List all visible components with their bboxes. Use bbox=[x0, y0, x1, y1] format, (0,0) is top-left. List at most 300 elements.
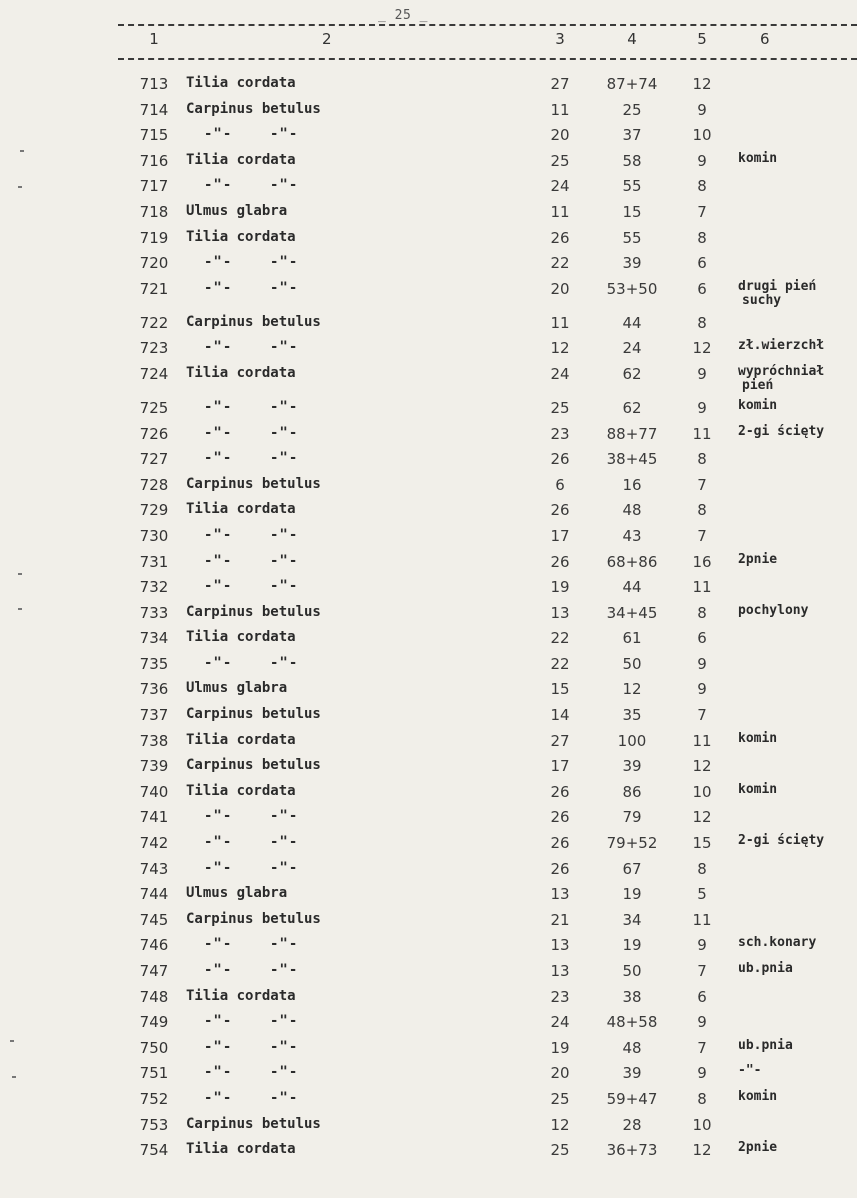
tree-number: 733 bbox=[139, 603, 169, 622]
height-value: 11 bbox=[550, 313, 570, 332]
ditto-mark-genus: -"- bbox=[204, 552, 233, 569]
tree-number: 728 bbox=[139, 475, 169, 494]
height-value: 20 bbox=[550, 1064, 570, 1083]
header-col-2: 2 bbox=[322, 30, 332, 48]
table-row bbox=[0, 575, 857, 601]
table-row bbox=[0, 123, 857, 149]
circumference-value: 28 bbox=[622, 1115, 642, 1134]
ditto-mark-genus: -"- bbox=[204, 177, 233, 194]
page-number: _ 25 _ bbox=[378, 8, 428, 23]
crown-value: 11 bbox=[692, 578, 712, 597]
crown-value: 7 bbox=[697, 202, 707, 221]
table-row bbox=[0, 1036, 857, 1062]
tree-number: 721 bbox=[139, 279, 169, 298]
ditto-mark-species: -"- bbox=[270, 398, 299, 415]
circumference-value: 15 bbox=[622, 202, 642, 221]
table-row bbox=[0, 336, 857, 362]
height-value: 22 bbox=[550, 629, 570, 648]
tree-number: 714 bbox=[139, 100, 169, 119]
ditto-mark-species: -"- bbox=[270, 834, 299, 851]
tree-number: 742 bbox=[139, 834, 169, 853]
crown-value: 12 bbox=[692, 339, 712, 358]
remark-line-1: pochylony bbox=[738, 602, 809, 618]
circumference-value: 16 bbox=[622, 475, 642, 494]
remark bbox=[738, 834, 824, 848]
tree-number: 735 bbox=[139, 654, 169, 673]
height-value: 21 bbox=[550, 910, 570, 929]
table-row bbox=[0, 447, 857, 473]
height-value: 27 bbox=[550, 75, 570, 93]
height-value: 26 bbox=[550, 808, 570, 827]
ditto-mark-genus: -"- bbox=[204, 962, 233, 978]
margin-mark bbox=[18, 573, 22, 575]
table-row bbox=[0, 396, 857, 422]
crown-value: 7 bbox=[697, 706, 707, 725]
circumference-value: 44 bbox=[622, 578, 642, 597]
table-row bbox=[0, 959, 857, 985]
crown-value: 9 bbox=[697, 680, 707, 699]
tree-number: 749 bbox=[139, 1013, 169, 1032]
circumference-value: 79 bbox=[622, 808, 642, 827]
margin-mark bbox=[18, 186, 22, 188]
tree-number: 738 bbox=[139, 731, 169, 750]
height-value: 13 bbox=[550, 603, 570, 622]
height-value: 6 bbox=[555, 475, 565, 494]
height-value: 14 bbox=[550, 706, 570, 725]
circumference-value: 79+52 bbox=[606, 834, 658, 853]
tree-number: 722 bbox=[139, 313, 169, 332]
ditto-mark-species: -"- bbox=[270, 808, 299, 825]
ditto-mark-genus: -"- bbox=[204, 526, 233, 543]
circumference-value: 53+50 bbox=[606, 279, 658, 298]
tree-number: 752 bbox=[139, 1089, 169, 1108]
circumference-value: 44 bbox=[622, 313, 642, 332]
ditto-mark-species: -"- bbox=[270, 254, 299, 271]
tree-number: 754 bbox=[139, 1141, 169, 1160]
height-value: 24 bbox=[550, 1013, 570, 1032]
tree-number: 715 bbox=[139, 126, 169, 145]
remark-line-2: pień bbox=[742, 377, 774, 393]
circumference-value: 24 bbox=[622, 339, 642, 358]
ditto-mark-species: -"- bbox=[270, 279, 299, 296]
height-value: 25 bbox=[550, 1089, 570, 1108]
header-top-rule bbox=[118, 24, 857, 26]
tree-number: 748 bbox=[139, 987, 169, 1006]
remark bbox=[738, 732, 777, 746]
crown-value: 11 bbox=[692, 424, 712, 443]
height-value: 17 bbox=[550, 526, 570, 545]
crown-value: 9 bbox=[697, 151, 707, 170]
height-value: 19 bbox=[550, 1038, 570, 1057]
margin-mark bbox=[20, 150, 24, 152]
tree-number: 753 bbox=[139, 1115, 169, 1134]
circumference-value: 43 bbox=[622, 526, 642, 545]
ditto-mark-species: -"- bbox=[270, 526, 299, 543]
height-value: 26 bbox=[550, 782, 570, 801]
circumference-value: 59+47 bbox=[606, 1089, 658, 1108]
ditto-mark-species: -"- bbox=[270, 177, 299, 194]
height-value: 25 bbox=[550, 1141, 570, 1160]
remark-line-1: drugi pień bbox=[738, 278, 817, 294]
header-col-5: 5 bbox=[697, 30, 707, 48]
crown-value: 9 bbox=[697, 398, 707, 417]
ditto-mark-genus: -"- bbox=[204, 398, 233, 415]
table-row bbox=[0, 524, 857, 550]
height-value: 26 bbox=[550, 450, 570, 469]
tree-number: 731 bbox=[139, 552, 169, 571]
tree-number: 727 bbox=[139, 450, 169, 469]
remark-line-1: 2pnie bbox=[738, 551, 778, 567]
ditto-mark-genus: -"- bbox=[204, 254, 233, 271]
tree-number: 717 bbox=[139, 177, 169, 196]
circumference-value: 39 bbox=[622, 254, 642, 273]
crown-value: 8 bbox=[697, 228, 707, 247]
circumference-value: 55 bbox=[622, 177, 642, 196]
circumference-value: 88+77 bbox=[606, 424, 658, 443]
circumference-value: 58 bbox=[622, 151, 642, 170]
tree-number: 720 bbox=[139, 254, 169, 273]
header-col-1: 1 bbox=[149, 30, 159, 48]
circumference-value: 86 bbox=[622, 782, 642, 801]
crown-value: 9 bbox=[697, 936, 707, 955]
species-name: Tilia cordata bbox=[186, 987, 296, 1004]
table-row bbox=[0, 703, 857, 729]
tree-number: 713 bbox=[139, 75, 169, 93]
crown-value: 12 bbox=[692, 757, 712, 776]
tree-number: 744 bbox=[139, 885, 169, 904]
ditto-mark-genus: -"- bbox=[204, 808, 233, 825]
crown-value: 8 bbox=[697, 859, 707, 878]
table-row bbox=[0, 226, 857, 252]
remark-line-1: sch.konary bbox=[738, 935, 817, 951]
table-row bbox=[0, 550, 857, 576]
circumference-value: 67 bbox=[622, 859, 642, 878]
remark bbox=[738, 280, 816, 308]
table-row bbox=[0, 652, 857, 678]
species-name: Tilia cordata bbox=[186, 151, 296, 168]
species-name: Tilia cordata bbox=[186, 501, 296, 518]
tree-number: 718 bbox=[139, 202, 169, 221]
height-value: 11 bbox=[550, 100, 570, 119]
remark bbox=[738, 604, 808, 618]
species-name: Tilia cordata bbox=[186, 1141, 296, 1158]
ditto-mark-species: -"- bbox=[270, 1038, 299, 1055]
tree-number: 745 bbox=[139, 910, 169, 929]
species-name: Tilia cordata bbox=[186, 782, 296, 799]
circumference-value: 38 bbox=[622, 987, 642, 1006]
circumference-value: 34 bbox=[622, 910, 642, 929]
species-name: Tilia cordata bbox=[186, 75, 296, 91]
ditto-mark-genus: -"- bbox=[204, 834, 233, 851]
tree-number: 734 bbox=[139, 629, 169, 648]
ditto-mark-genus: -"- bbox=[204, 1064, 233, 1081]
table-row bbox=[0, 1087, 857, 1113]
ditto-mark-species: -"- bbox=[270, 1064, 299, 1081]
tree-number: 750 bbox=[139, 1038, 169, 1057]
remark-line-2: suchy bbox=[742, 292, 782, 308]
height-value: 26 bbox=[550, 552, 570, 571]
height-value: 26 bbox=[550, 859, 570, 878]
tree-number: 725 bbox=[139, 398, 169, 417]
remark bbox=[738, 783, 777, 797]
remark bbox=[738, 365, 824, 393]
crown-value: 7 bbox=[697, 526, 707, 545]
tree-number: 730 bbox=[139, 526, 169, 545]
table-row bbox=[0, 422, 857, 448]
tree-number: 732 bbox=[139, 578, 169, 597]
tree-number: 726 bbox=[139, 424, 169, 443]
header-col-4: 4 bbox=[627, 30, 637, 48]
table-row bbox=[0, 362, 857, 396]
crown-value: 7 bbox=[697, 1038, 707, 1057]
remark-line-1: komin bbox=[738, 730, 778, 746]
ditto-mark-genus: -"- bbox=[204, 450, 233, 467]
tree-number: 741 bbox=[139, 808, 169, 827]
circumference-value: 62 bbox=[622, 398, 642, 417]
height-value: 17 bbox=[550, 757, 570, 776]
height-value: 25 bbox=[550, 151, 570, 170]
table-row bbox=[0, 601, 857, 627]
height-value: 13 bbox=[550, 936, 570, 955]
ditto-mark-species: -"- bbox=[270, 424, 299, 441]
circumference-value: 19 bbox=[622, 885, 642, 904]
crown-value: 9 bbox=[697, 100, 707, 119]
table-row bbox=[0, 98, 857, 124]
remark-line-1: 2pnie bbox=[738, 1140, 778, 1156]
height-value: 22 bbox=[550, 254, 570, 273]
crown-value: 8 bbox=[697, 450, 707, 469]
species-name: Carpinus betulus bbox=[186, 757, 321, 774]
tree-number: 739 bbox=[139, 757, 169, 776]
species-name: Tilia cordata bbox=[186, 731, 296, 748]
table-row bbox=[0, 626, 857, 652]
species-name: Carpinus betulus bbox=[186, 910, 321, 927]
remark bbox=[738, 962, 793, 976]
margin-mark bbox=[10, 1040, 14, 1042]
table-row bbox=[0, 857, 857, 883]
tree-number: 746 bbox=[139, 936, 169, 955]
crown-value: 8 bbox=[697, 1089, 707, 1108]
circumference-value: 50 bbox=[622, 962, 642, 980]
height-value: 26 bbox=[550, 834, 570, 853]
tree-number: 740 bbox=[139, 782, 169, 801]
crown-value: 9 bbox=[697, 654, 707, 673]
circumference-value: 38+45 bbox=[606, 450, 658, 469]
species-name: Carpinus betulus bbox=[186, 706, 321, 723]
table-row bbox=[0, 882, 857, 908]
ditto-mark-species: -"- bbox=[270, 552, 299, 569]
crown-value: 16 bbox=[692, 552, 712, 571]
remark-line-1: komin bbox=[738, 150, 778, 166]
height-value: 26 bbox=[550, 501, 570, 520]
crown-value: 8 bbox=[697, 501, 707, 520]
header-bottom-rule bbox=[118, 58, 857, 60]
circumference-value: 36+73 bbox=[606, 1141, 658, 1160]
crown-value: 8 bbox=[697, 313, 707, 332]
table-row bbox=[0, 251, 857, 277]
ditto-mark-species: -"- bbox=[270, 126, 299, 143]
crown-value: 6 bbox=[697, 279, 707, 298]
remark-line-1: zł.wierzchł bbox=[738, 338, 825, 354]
tree-number: 737 bbox=[139, 706, 169, 725]
circumference-value: 48+58 bbox=[606, 1013, 658, 1032]
table-header bbox=[0, 30, 857, 54]
ditto-mark-species: -"- bbox=[270, 936, 299, 953]
crown-value: 15 bbox=[692, 834, 712, 853]
remark-line-1: ub.pnia bbox=[738, 961, 793, 976]
remark bbox=[738, 1141, 777, 1155]
species-name: Carpinus betulus bbox=[186, 603, 321, 620]
table-row bbox=[0, 908, 857, 934]
table-row bbox=[0, 780, 857, 806]
remark bbox=[738, 1039, 793, 1053]
remark-line-1: 2-gi ścięty bbox=[738, 423, 825, 439]
species-name: Tilia cordata bbox=[186, 228, 296, 245]
height-value: 24 bbox=[550, 177, 570, 196]
header-col-6: 6 bbox=[760, 30, 770, 48]
species-name: Carpinus betulus bbox=[186, 313, 321, 330]
tree-number: 723 bbox=[139, 339, 169, 358]
table-row bbox=[0, 831, 857, 857]
ditto-mark-species: -"- bbox=[270, 450, 299, 467]
circumference-value: 39 bbox=[622, 757, 642, 776]
crown-value: 12 bbox=[692, 808, 712, 827]
circumference-value: 55 bbox=[622, 228, 642, 247]
crown-value: 7 bbox=[697, 475, 707, 494]
ditto-mark-genus: -"- bbox=[204, 279, 233, 296]
ditto-mark-genus: -"- bbox=[204, 1038, 233, 1055]
crown-value: 5 bbox=[697, 885, 707, 904]
circumference-value: 48 bbox=[622, 501, 642, 520]
ditto-mark-genus: -"- bbox=[204, 339, 233, 356]
height-value: 13 bbox=[550, 962, 570, 980]
species-name: Tilia cordata bbox=[186, 364, 296, 381]
species-name: Carpinus betulus bbox=[186, 100, 321, 117]
circumference-value: 68+86 bbox=[606, 552, 658, 571]
height-value: 15 bbox=[550, 680, 570, 699]
ditto-mark-genus: -"- bbox=[204, 1089, 233, 1106]
crown-value: 9 bbox=[697, 1013, 707, 1032]
remark-line-1: 2-gi ścięty bbox=[738, 833, 825, 849]
remark bbox=[738, 936, 816, 950]
ditto-mark-species: -"- bbox=[270, 1013, 299, 1030]
height-value: 19 bbox=[550, 578, 570, 597]
tree-number: 719 bbox=[139, 228, 169, 247]
remark bbox=[738, 152, 777, 166]
circumference-value: 100 bbox=[617, 731, 647, 750]
tree-number: 716 bbox=[139, 151, 169, 170]
table-row bbox=[0, 277, 857, 311]
circumference-value: 62 bbox=[622, 364, 642, 383]
tree-number: 747 bbox=[139, 962, 169, 980]
height-value: 13 bbox=[550, 885, 570, 904]
remark-line-1: komin bbox=[738, 1088, 778, 1104]
ditto-mark-species: -"- bbox=[270, 578, 299, 595]
table-row bbox=[0, 149, 857, 175]
ditto-mark-genus: -"- bbox=[204, 578, 233, 595]
table-row bbox=[0, 1113, 857, 1139]
height-value: 20 bbox=[550, 279, 570, 298]
height-value: 11 bbox=[550, 202, 570, 221]
species-name: Tilia cordata bbox=[186, 629, 296, 646]
circumference-value: 48 bbox=[622, 1038, 642, 1057]
circumference-value: 35 bbox=[622, 706, 642, 725]
tree-number: 751 bbox=[139, 1064, 169, 1083]
remark-line-1: wypróchniał bbox=[738, 363, 825, 379]
crown-value: 11 bbox=[692, 910, 712, 929]
ditto-mark-species: -"- bbox=[270, 339, 299, 356]
table-row bbox=[0, 754, 857, 780]
ditto-mark-genus: -"- bbox=[204, 859, 233, 876]
remark-line-1: -"- bbox=[738, 1063, 762, 1079]
table-row bbox=[0, 498, 857, 524]
ditto-mark-genus: -"- bbox=[204, 936, 233, 953]
table-row bbox=[0, 311, 857, 337]
height-value: 23 bbox=[550, 424, 570, 443]
circumference-value: 12 bbox=[622, 680, 642, 699]
circumference-value: 39 bbox=[622, 1064, 642, 1083]
crown-value: 8 bbox=[697, 603, 707, 622]
ditto-mark-genus: -"- bbox=[204, 126, 233, 143]
table-row bbox=[0, 933, 857, 959]
table-row bbox=[0, 985, 857, 1011]
species-name: Ulmus glabra bbox=[186, 885, 288, 902]
species-name: Carpinus betulus bbox=[186, 475, 321, 492]
ditto-mark-genus: -"- bbox=[204, 654, 233, 671]
table-row bbox=[0, 1138, 857, 1164]
tree-number: 729 bbox=[139, 501, 169, 520]
height-value: 24 bbox=[550, 364, 570, 383]
circumference-value: 25 bbox=[622, 100, 642, 119]
table-row bbox=[0, 805, 857, 831]
table-row bbox=[0, 174, 857, 200]
ditto-mark-genus: -"- bbox=[204, 424, 233, 441]
circumference-value: 87+74 bbox=[606, 75, 658, 93]
remark-line-1: komin bbox=[738, 397, 778, 413]
height-value: 23 bbox=[550, 987, 570, 1006]
remark-line-1: ub.pnia bbox=[738, 1037, 793, 1053]
tree-number: 736 bbox=[139, 680, 169, 699]
remark bbox=[738, 553, 777, 567]
table-row bbox=[0, 729, 857, 755]
ditto-mark-species: -"- bbox=[270, 654, 299, 671]
height-value: 12 bbox=[550, 339, 570, 358]
crown-value: 12 bbox=[692, 75, 712, 93]
table-row bbox=[0, 1010, 857, 1036]
ditto-mark-species: -"- bbox=[270, 1089, 299, 1106]
remark-line-1: komin bbox=[738, 781, 778, 797]
remark bbox=[738, 425, 824, 439]
crown-value: 11 bbox=[692, 731, 712, 750]
height-value: 26 bbox=[550, 228, 570, 247]
crown-value: 6 bbox=[697, 629, 707, 648]
height-value: 27 bbox=[550, 731, 570, 750]
margin-mark bbox=[12, 1076, 16, 1078]
table-body bbox=[0, 72, 857, 1164]
crown-value: 9 bbox=[697, 1064, 707, 1083]
circumference-value: 61 bbox=[622, 629, 642, 648]
height-value: 22 bbox=[550, 654, 570, 673]
height-value: 20 bbox=[550, 126, 570, 145]
crown-value: 9 bbox=[697, 364, 707, 383]
height-value: 12 bbox=[550, 1115, 570, 1134]
height-value: 25 bbox=[550, 398, 570, 417]
species-name: Ulmus glabra bbox=[186, 202, 288, 219]
crown-value: 7 bbox=[697, 962, 707, 980]
table-row bbox=[0, 677, 857, 703]
table-row bbox=[0, 72, 857, 98]
species-name: Carpinus betulus bbox=[186, 1115, 321, 1132]
